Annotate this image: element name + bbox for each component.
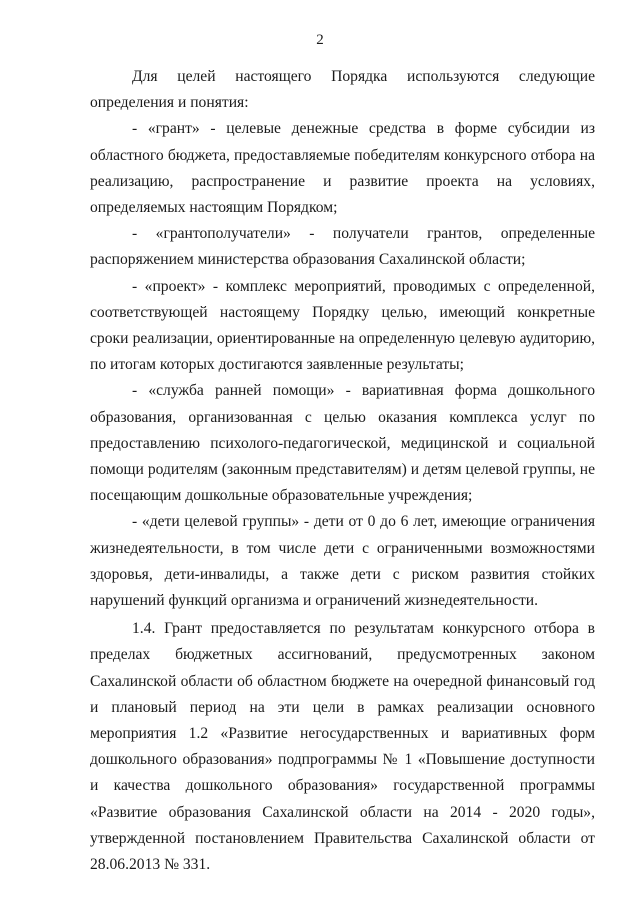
- document-body: [90, 64, 595, 878]
- paragraph-definition-project: - «проект» - комплекс мероприятий, проводимых с определенной, соответствующей настоящему Порядку целью, имеющий конкретные сроки реализации, ориентированные на определенную целевую аудиторию, по итогам которых достигаются заявленные результаты;: [90, 277, 595, 374]
- paragraph-definition-grant-recipients: - «грантополучатели» - получатели грантов, определенные распоряжением министерства образования Сахалинской области;: [90, 225, 595, 269]
- paragraph-definition-target-group-children: - «дети целевой группы» - дети от 0 до 6 лет, имеющие ограничения жизнедеятельности, в том числе дети с ограниченными возможностями здоровья, дети-инвалиды, а также дети с риском развития стойких нарушений функций организма и ограничений жизнедеятельности.: [90, 513, 595, 610]
- paragraph-definition-early-help-service: - «служба ранней помощи» - вариативная форма дошкольного образования, организованная с целью оказания комплекса услуг по предоставлению психолого-педагогической, медицинской и социальной помощи родителям (законным представителям) и детям целевой группы, не посещающим дошкольные образовательные учреждения;: [90, 382, 595, 505]
- paragraph-section-1-4: 1.4. Грант предоставляется по результатам конкурсного отбора в пределах бюджетных ассигнований, предусмотренных законом Сахалинской области об областном бюджете на очередной финансовый год и плановый период на эти цели в рамках реализации основного мероприятия 1.2 «Развитие негосударственных и вариативных форм дошкольного образования» подпрограммы № 1 «Повышение доступности и качества дошкольного образования» государственной программы «Развитие образования Сахалинской области на 2014 - 2020 годы», утвержденной постановлением Правительства Сахалинской области от 28.06.2013 № 331.: [90, 620, 595, 874]
- paragraph-definition-grant: - «грант» - целевые денежные средства в форме субсидии из областного бюджета, предоставляемые победителям конкурсного отбора на реализацию, распространение и развитие проекта на условиях, определяемых настоящим Порядком;: [90, 120, 595, 217]
- page-number: 2: [316, 32, 324, 48]
- paragraph-definitions-intro: Для целей настоящего Порядка используются следующие определения и понятия:: [90, 68, 595, 112]
